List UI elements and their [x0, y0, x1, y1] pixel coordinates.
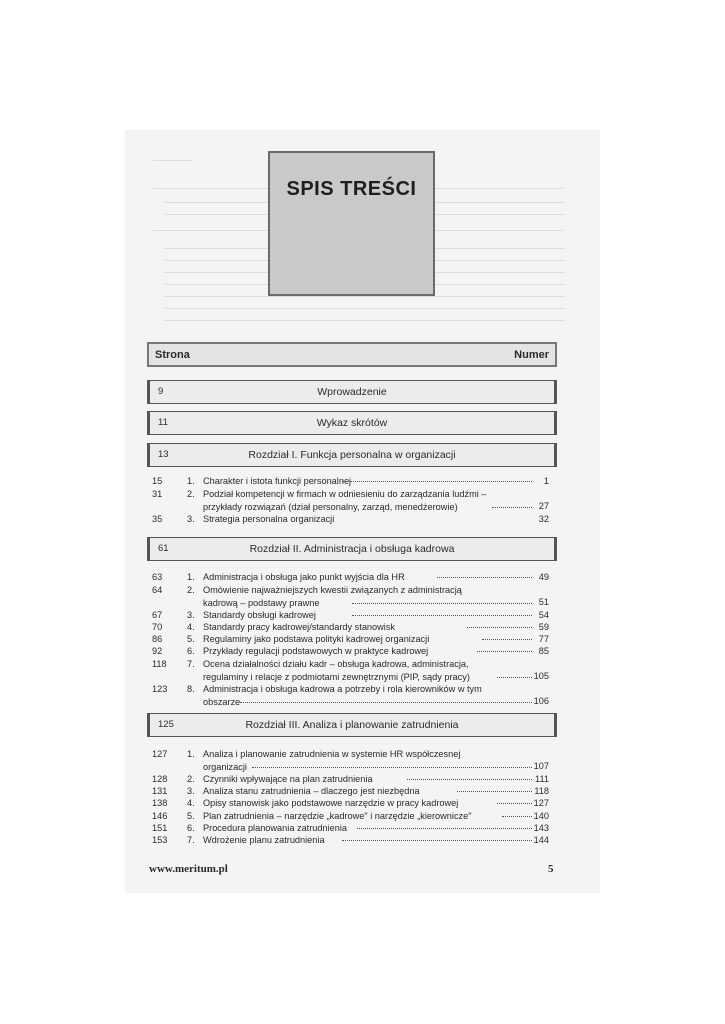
entry-number: 3.	[187, 514, 195, 524]
entry-value: 32	[538, 514, 549, 524]
entry-text: Przykłady regulacji podstawowych w praktyce kadrowej	[203, 646, 429, 656]
entry-value: 49	[538, 572, 549, 582]
entry-number: 8.	[187, 684, 195, 694]
footer-url: www.meritum.pl	[149, 863, 228, 875]
dot-leader	[240, 702, 532, 703]
entry-number: 7.	[187, 835, 195, 845]
entry-page: 151	[152, 823, 168, 833]
entry-page: 35	[152, 514, 163, 524]
dot-leader	[437, 577, 532, 578]
entry-number: 6.	[187, 646, 195, 656]
entry-text: Standardy pracy kadrowej/standardy stanowisk	[203, 622, 396, 632]
entry-page: 127	[152, 749, 168, 759]
entry-value: 51	[538, 597, 549, 607]
entry-text: Charakter i istota funkcji personalnej	[203, 476, 352, 486]
dot-leader	[352, 603, 532, 604]
entry-value: 140	[533, 811, 549, 821]
entry-text: Procedura planowania zatrudnienia	[203, 823, 348, 833]
section-heading	[147, 713, 557, 737]
entry-value: 1	[543, 476, 549, 486]
entry-page: 131	[152, 786, 168, 796]
column-header-right: Numer	[514, 349, 549, 361]
entry-text: Plan zatrudnienia – narzędzie „kadrowe" i narzędzie „kierownicze"	[203, 811, 472, 821]
entry-value: 106	[533, 696, 549, 706]
entry-value: 118	[534, 786, 549, 796]
entry-page: 138	[152, 798, 168, 808]
entry-page: 128	[152, 774, 168, 784]
entry-page: 118	[152, 659, 167, 669]
entry-text: Analiza i planowanie zatrudnienia w systemie HR współczesnej organizacji	[203, 749, 461, 772]
entry-text: Opisy stanowisk jako podstawowe narzędzie w pracy kadrowej	[203, 798, 459, 808]
section-page: 11	[158, 417, 168, 428]
page-number: 5	[548, 863, 554, 875]
entry-value: 54	[538, 610, 549, 620]
dot-leader	[352, 615, 532, 616]
page-title: SPIS TREŚCI	[286, 178, 417, 200]
entry-number: 3.	[187, 786, 195, 796]
entry-number: 2.	[187, 774, 195, 784]
entry-page: 63	[152, 572, 163, 582]
entry-page: 153	[152, 835, 168, 845]
entry-page: 146	[152, 811, 168, 821]
dot-leader	[252, 767, 532, 768]
book-page	[125, 130, 600, 893]
section-page: 125	[158, 719, 174, 730]
entry-number: 1.	[187, 749, 195, 759]
section-heading	[147, 411, 557, 435]
entry-number: 3.	[187, 610, 195, 620]
section-page: 9	[158, 386, 164, 397]
entry-text: Administracja i obsługa jako punkt wyjścia dla HR	[203, 572, 405, 582]
dot-leader	[342, 840, 532, 841]
section-title: Wykaz skrótów	[316, 417, 388, 429]
entry-number: 1.	[187, 476, 195, 486]
entry-number: 2.	[187, 489, 195, 499]
dot-leader	[342, 481, 532, 482]
title-box	[268, 151, 435, 296]
entry-page: 86	[152, 634, 163, 644]
entry-number: 4.	[187, 798, 195, 808]
entry-page: 70	[152, 622, 163, 632]
section-title: Wprowadzenie	[317, 386, 387, 398]
dot-leader	[407, 779, 532, 780]
entry-page: 92	[152, 646, 163, 656]
entry-number: 7.	[187, 659, 195, 669]
section-heading	[147, 537, 557, 561]
entry-value: 144	[533, 835, 549, 845]
entry-text: Czynniki wpływające na plan zatrudnienia	[203, 774, 373, 784]
entry-page: 123	[152, 684, 168, 694]
entry-text: Ocena działalności działu kadr – obsługa kadrowa, administracja, regulaminy i relacje z podmiotami zewnętrznymi (PIP, sądy pracy)	[203, 659, 470, 682]
section-title: Rozdział III. Analiza i planowanie zatrudnienia	[245, 719, 459, 731]
section-page: 13	[158, 449, 169, 460]
entry-value: 105	[533, 671, 549, 681]
entry-page: 67	[152, 610, 163, 620]
entry-value: 111	[535, 774, 549, 784]
entry-value: 27	[538, 501, 549, 511]
entry-page: 31	[152, 489, 163, 499]
entry-value: 127	[533, 798, 549, 808]
entry-text: Wdrożenie planu zatrudnienia	[203, 835, 325, 845]
entry-number: 5.	[187, 811, 195, 821]
entry-number: 1.	[187, 572, 195, 582]
entry-value: 85	[538, 646, 549, 656]
entry-value: 107	[533, 761, 549, 771]
entry-page: 64	[152, 585, 163, 595]
section-page: 61	[158, 543, 169, 554]
section-heading	[147, 443, 557, 467]
section-title: Rozdział I. Funkcja personalna w organizacji	[248, 449, 456, 461]
entry-value: 77	[538, 634, 549, 644]
entry-text: Podział kompetencji w firmach w odniesieniu do zarządzania ludźmi – przykłady rozwiązań (dział personalny, zarząd, menedżerowie)	[203, 489, 487, 512]
column-header-left: Strona	[155, 349, 190, 361]
entry-number: 2.	[187, 585, 195, 595]
entry-text: Omówienie najważniejszych kwestii związanych z administracją kadrową – podstawy prawne	[203, 585, 462, 608]
entry-text: Administracja i obsługa kadrowa a potrzeby i rola kierowników w tym obszarze	[203, 684, 482, 707]
entry-text: Strategia personalna organizacji	[203, 514, 335, 524]
entry-page: 15	[152, 476, 163, 486]
entry-text: Analiza stanu zatrudnienia – dlaczego jest niezbędna	[203, 786, 420, 796]
entry-value: 59	[538, 622, 549, 632]
entry-number: 5.	[187, 634, 195, 644]
entry-text: Regulaminy jako podstawa polityki kadrowej organizacji	[203, 634, 430, 644]
entry-value: 143	[533, 823, 549, 833]
section-title: Rozdział II. Administracja i obsługa kadrowa	[249, 543, 455, 555]
dot-leader	[357, 828, 532, 829]
entry-number: 4.	[187, 622, 195, 632]
section-heading	[147, 380, 557, 404]
entry-number: 6.	[187, 823, 195, 833]
column-header	[147, 342, 557, 367]
entry-text: Standardy obsługi kadrowej	[203, 610, 316, 620]
